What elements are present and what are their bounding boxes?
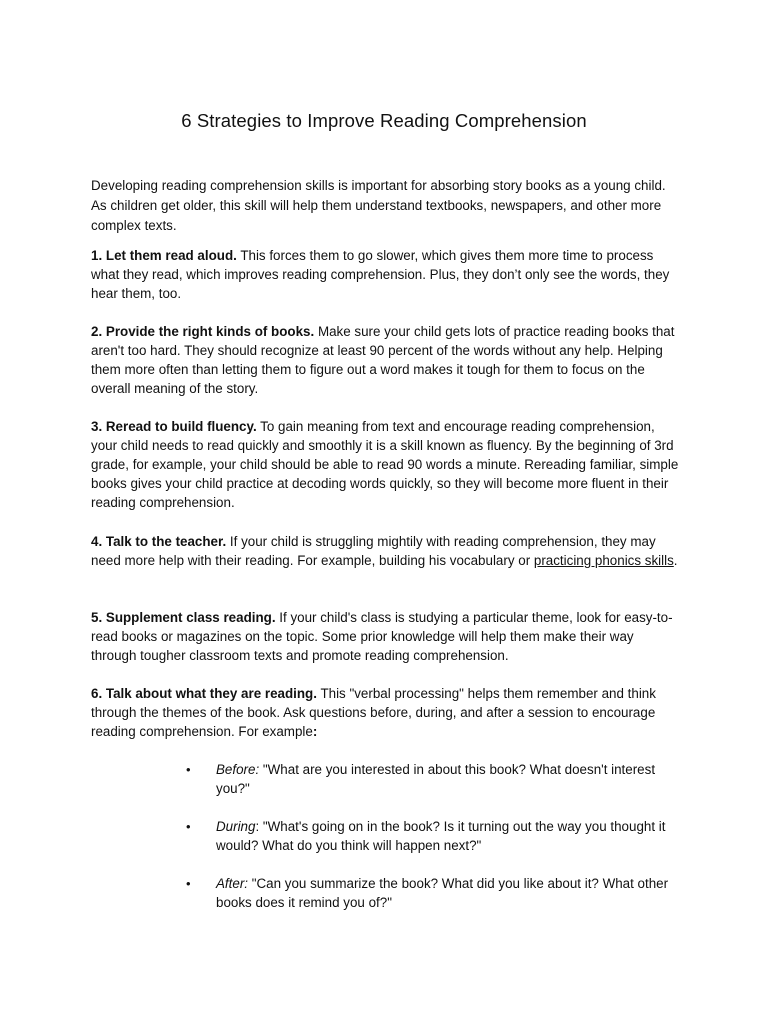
strategy-1-heading: 1. Let them read aloud.: [91, 248, 237, 263]
strategy-5-text: If your child's class is studying a particular theme, look for easy-to-read books or magazines on the topic. Some prior knowledge will help them make their way through tougher classroom texts and promote reading comprehension.: [91, 610, 673, 663]
strategy-6-colon: :: [312, 724, 318, 739]
strategy-2-text: Make sure your child gets lots of practice reading books that aren't too hard. They should recognize at least 90 percent of the words without any help. Helping them more often than letting them to figure out a word makes it tough for them to focus on the overall meaning of the story.: [91, 324, 675, 396]
strategy-1-paragraph: [91, 246, 681, 303]
bullet-icon: •: [186, 819, 191, 834]
strategy-4-paragraph: [91, 532, 681, 570]
bullet-icon: •: [186, 762, 191, 777]
page-title: 6 Strategies to Improve Reading Comprehension: [181, 110, 587, 131]
strategy-4-end: .: [673, 553, 678, 568]
strategy-2-heading: 2. Provide the right kinds of books.: [91, 324, 315, 339]
list-item-question: : "What's going on in the book? Is it turning out the way you thought it would? What do you think will happen next?": [216, 819, 666, 853]
strategy-3-text: To gain meaning from text and encourage reading comprehension, your child needs to read quickly and smoothly it is a skill known as fluency. By the beginning of 3rd grade, for example, your child should be able to read 90 words a minute. Rereading familiar, simple books gives your child practice at decoding words quickly, so they will become more fluent in their reading comprehension.: [91, 419, 679, 510]
list-item-text: [216, 760, 686, 798]
intro-paragraph: Developing reading comprehension skills is important for absorbing story books as a young child. As children get older, this skill will help them understand textbooks, newspapers, and other more complex texts.: [91, 178, 666, 233]
strategy-6-text: This "verbal processing" helps them remember and think through the themes of the book. Ask questions before, during, and after a session to encourage reading comprehension. For example: [91, 686, 656, 739]
strategy-5-heading: 5. Supplement class reading.: [91, 610, 276, 625]
list-item-question: "Can you summarize the book? What did you like about it? What other books does it remind you of?": [216, 876, 669, 910]
list-item-label: After:: [216, 876, 248, 891]
strategy-3-heading: 3. Reread to build fluency.: [91, 419, 257, 434]
list-item-text: [216, 874, 686, 912]
list-item-label: Before:: [216, 762, 260, 777]
list-item-text: [216, 817, 686, 855]
strategy-5-paragraph: [91, 608, 681, 665]
strategy-4-heading: 4. Talk to the teacher.: [91, 534, 227, 549]
list-item-question: "What are you interested in about this book? What doesn't interest you?": [216, 762, 656, 796]
list-item-label: During: [216, 819, 256, 834]
phonics-skills-link[interactable]: practicing phonics skills: [533, 553, 674, 568]
strategy-1-text: This forces them to go slower, which gives them more time to process what they read, which improves reading comprehension. Plus, they don’t only see the words, they hear them, too.: [91, 248, 670, 301]
strategy-4-text: If your child is struggling mightily with reading comprehension, they may need more help with their reading. For example, building his vocabulary or: [91, 534, 656, 568]
strategy-6-paragraph: [91, 684, 681, 741]
strategy-2-paragraph: [91, 322, 681, 398]
strategy-6-heading: 6. Talk about what they are reading.: [91, 686, 317, 701]
strategy-3-paragraph: [91, 417, 681, 512]
bullet-icon: •: [186, 876, 191, 891]
